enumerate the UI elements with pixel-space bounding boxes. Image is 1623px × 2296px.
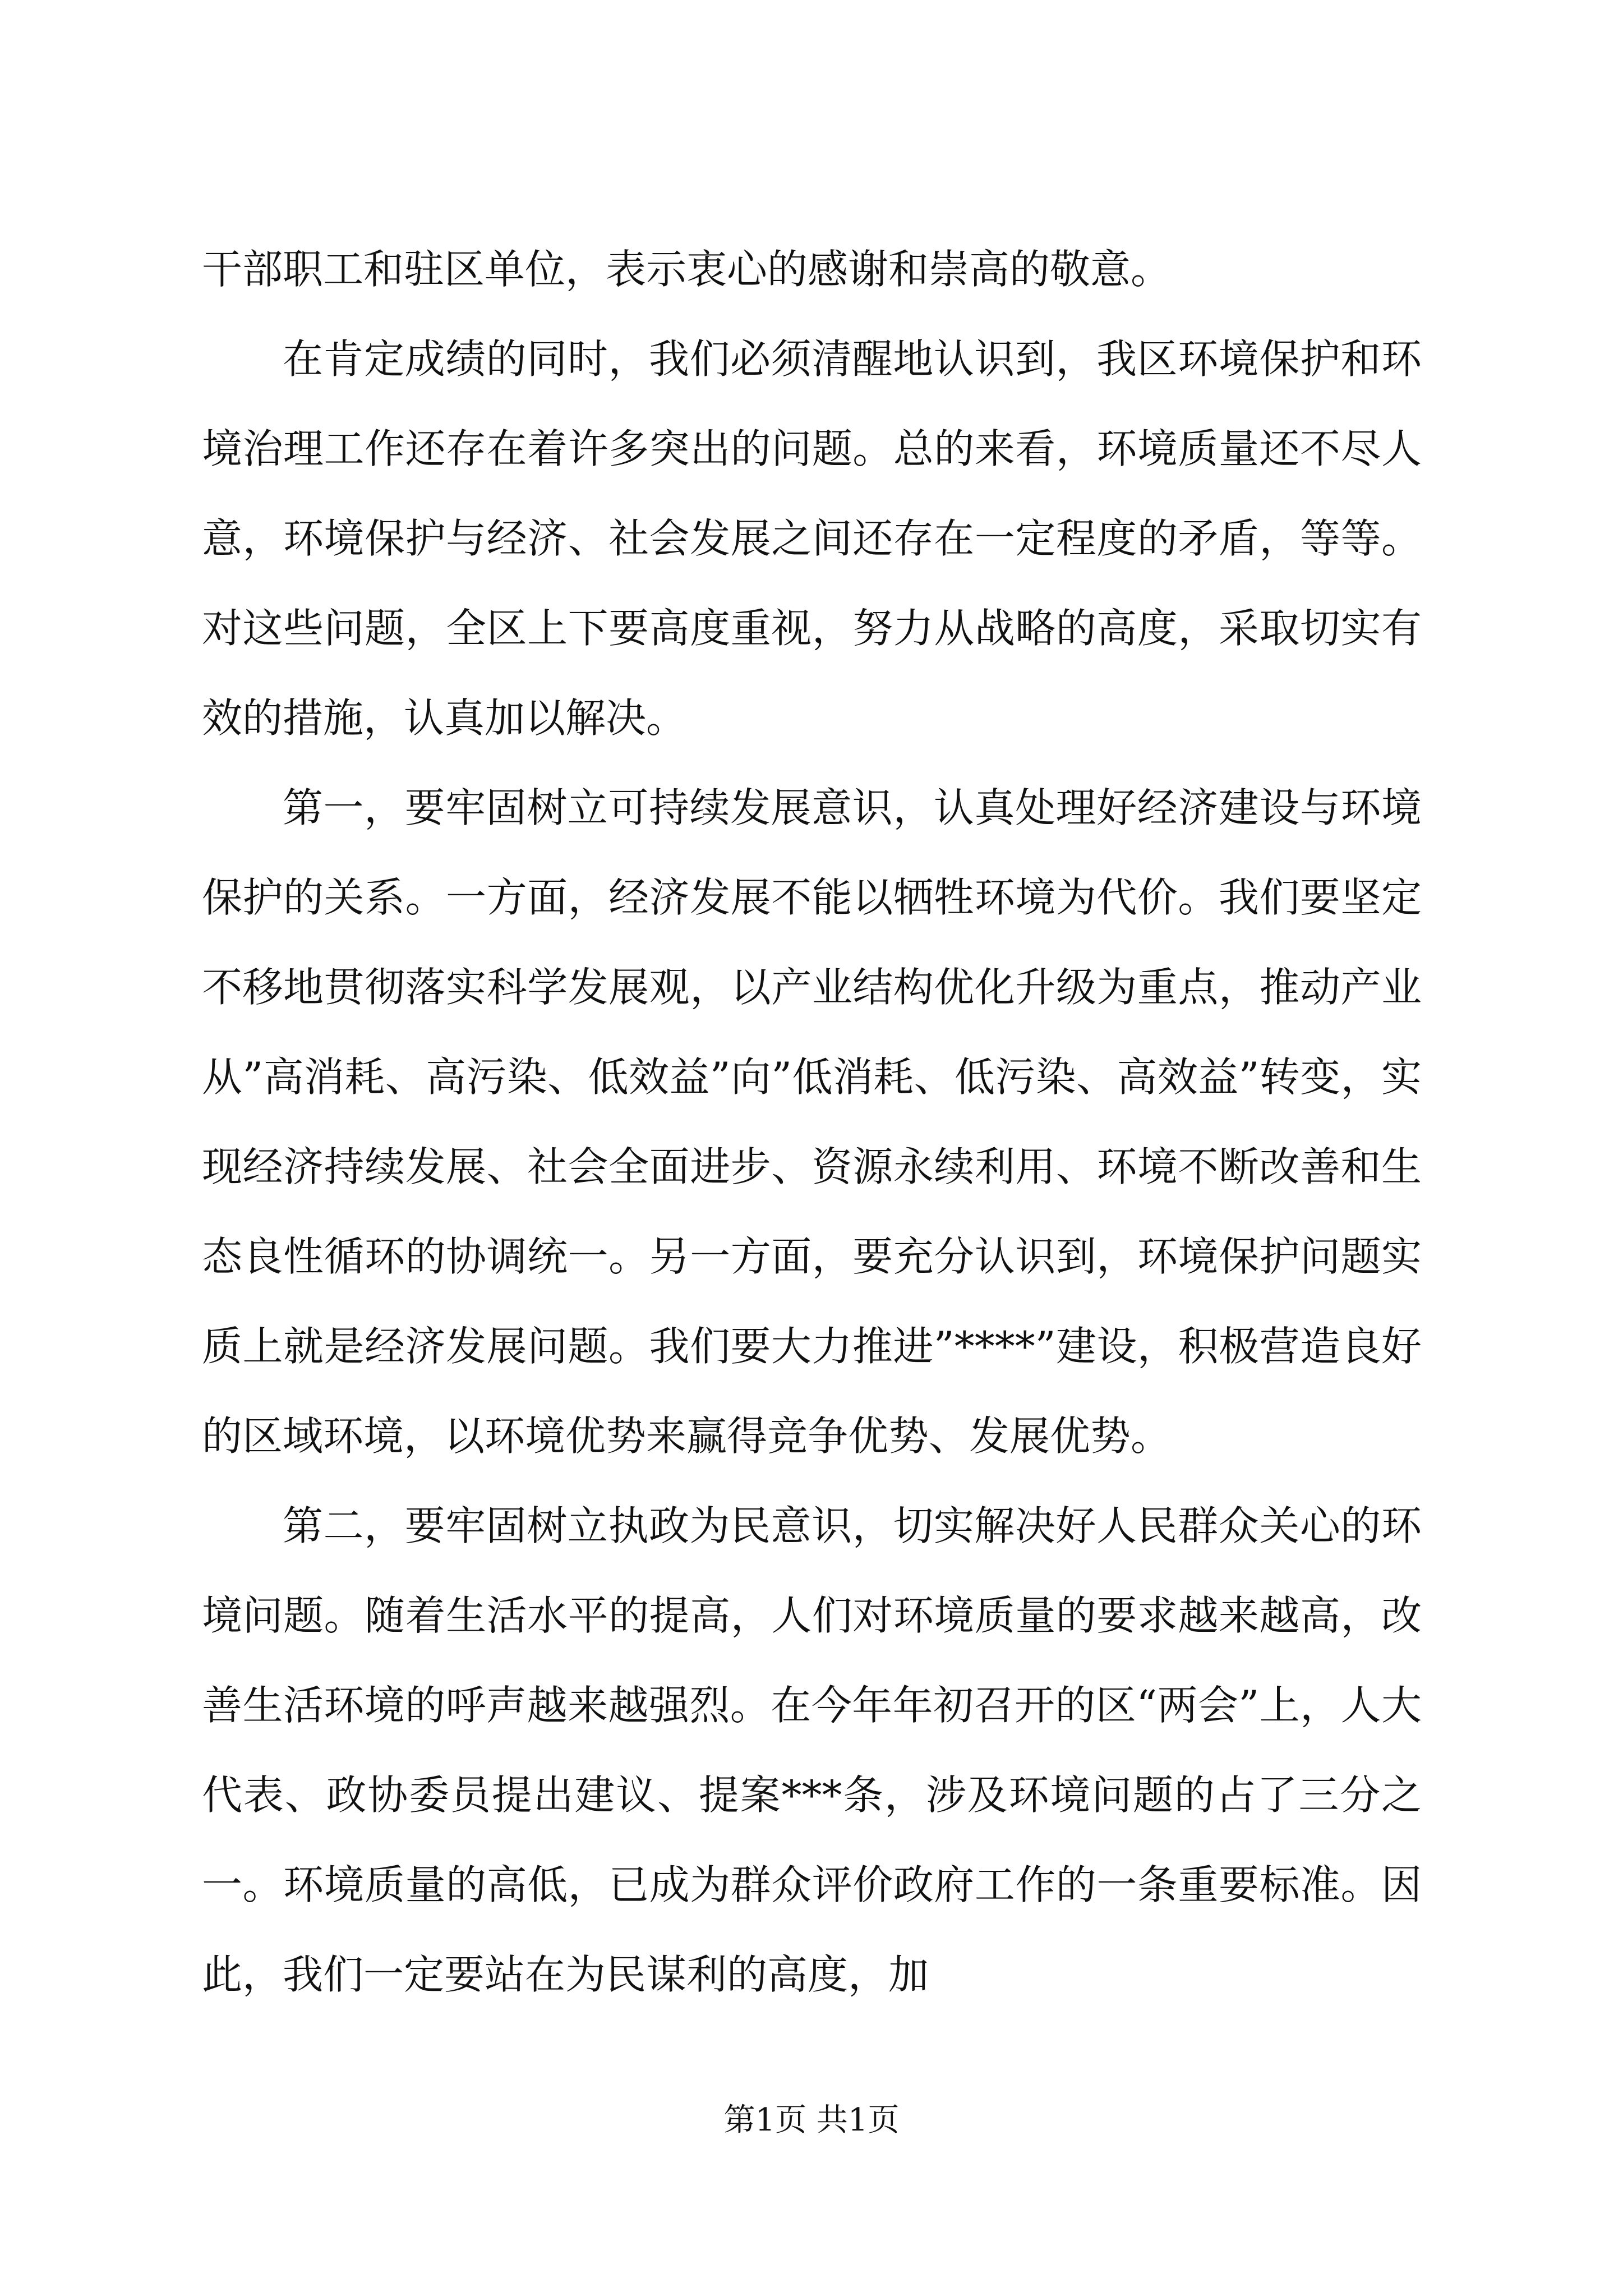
paragraph-2: 在肯定成绩的同时，我们必须清醒地认识到，我区环境保护和环境治理工作还存在着许多突出的问题。总的来看，环境质量还不尽人意，环境保护与经济、社会发展之间还存在一定程度的矛盾，等等。对这些问题，全区上下要高度重视，努力从战略的高度，采取切实有效的措施，认真加以解决。 <box>202 335 1422 742</box>
paragraph-1: 干部职工和驻区单位，表示衷心的感谢和崇高的敬意。 <box>202 246 1172 293</box>
body-text <box>202 224 1422 2019</box>
page-footer: 第1页 共1页 <box>723 2102 900 2138</box>
paragraph-4: 第二，要牢固树立执政为民意识，切实解决好人民群众关心的环境问题。随着生活水平的提高，人们对环境质量的要求越来越高，改善生活环境的呼声越来越强烈。在今年年初召开的区“两会”上，人大代表、政协委员提出建议、提案***条，涉及环境问题的占了三分之一。环境质量的高低，已成为群众评价政府工作的一条重要标准。因此，我们一定要站在为民谋利的高度，加 <box>202 1502 1422 1998</box>
paragraph-3: 第一，要牢固树立可持续发展意识，认真处理好经济建设与环境保护的关系。一方面，经济发展不能以牺牲环境为代价。我们要坚定不移地贯彻落实科学发展观，以产业结构优化升级为重点，推动产业从”高消耗、高污染、低效益”向”低消耗、低污染、高效益”转变，实现经济持续发展、社会全面进步、资源永续利用、环境不断改善和生态良性循环的协调统一。另一方面，要充分认识到，环境保护问题实质上就是经济发展问题。我们要大力推进”****”建设，积极营造良好的区域环境，以环境优势来赢得竞争优势、发展优势。 <box>202 784 1422 1460</box>
